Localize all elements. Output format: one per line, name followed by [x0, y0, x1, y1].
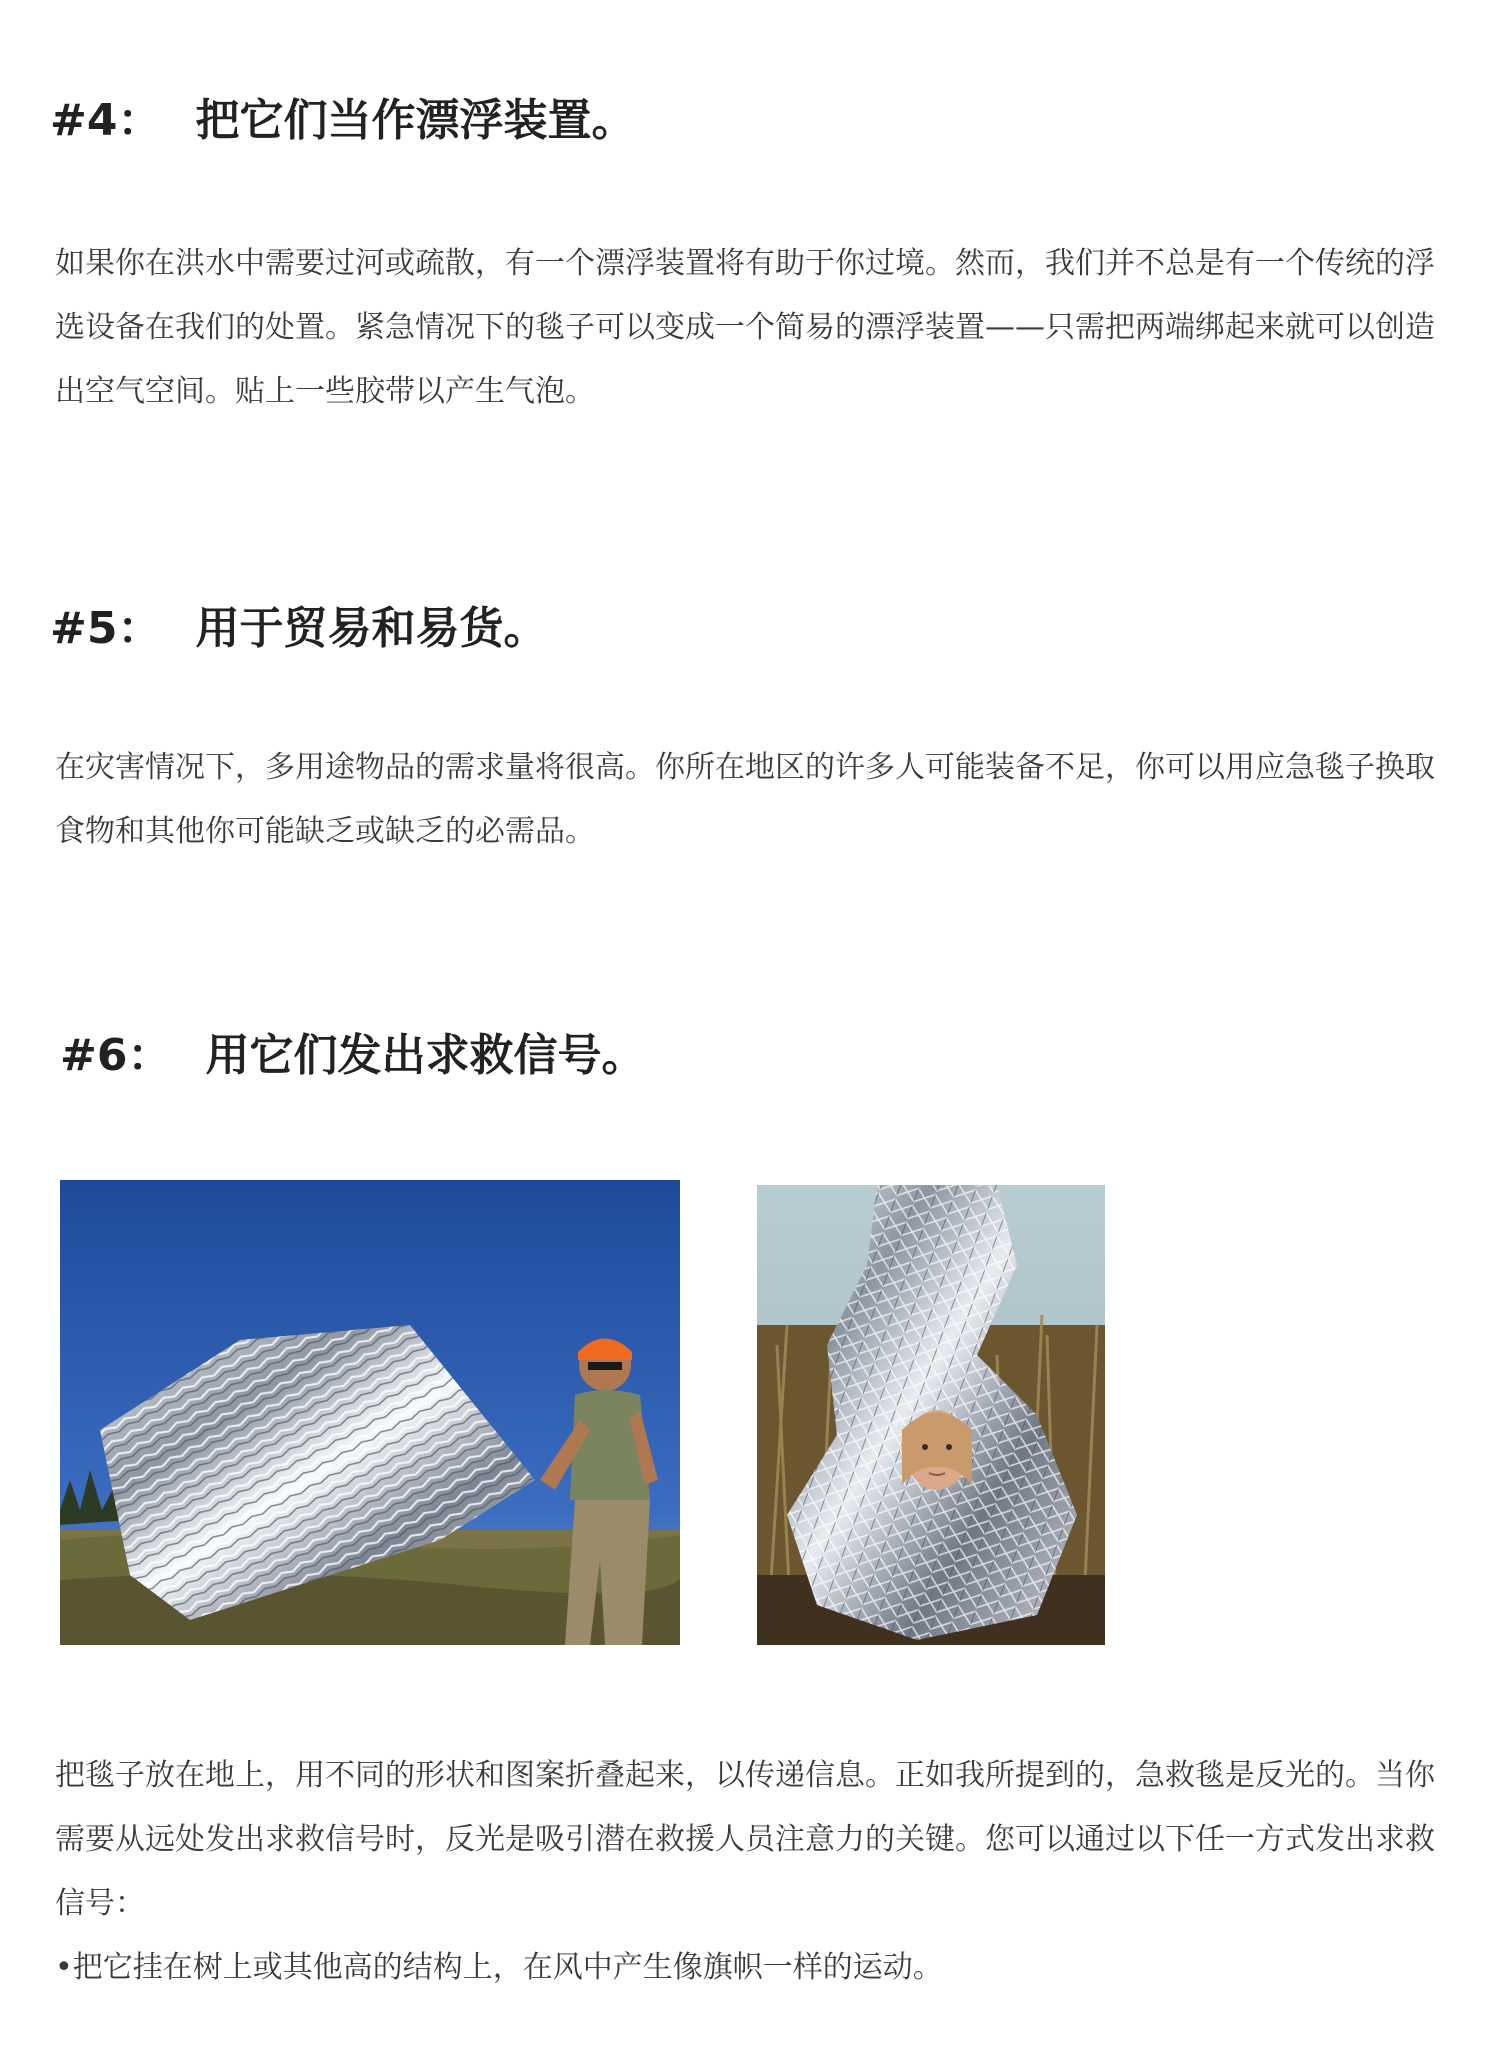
- section-6-title: 用它们发出求救信号。: [205, 1030, 646, 1081]
- section-6-paragraph: 把毯子放在地上，用不同的形状和图案折叠起来，以传递信息。正如我所提到的，急救毯是反光的。当你需要从远处发出求救信号时，反光是吸引潜在救援人员注意力的关键。您可以通过以下任一方式发出求救信号：: [55, 1758, 1435, 1921]
- section-5-title: 用于贸易和易货。: [195, 603, 548, 654]
- section-6-heading: [60, 1030, 645, 1083]
- photo-man-illustration: [60, 1180, 680, 1645]
- section-4-heading: [50, 95, 635, 148]
- photo-woman-wrapped-in-foil: [757, 1185, 1105, 1645]
- photo-man-waving-emergency-blanket: [60, 1180, 680, 1645]
- section-4-paragraph: 如果你在洪水中需要过河或疏散，有一个漂浮装置将有助于你过境。然而，我们并不总是有一个传统的浮选设备在我们的处置。紧急情况下的毯子可以变成一个简易的漂浮装置——只需把两端绑起来就可以创造出空气空间。贴上一些胶带以产生气泡。: [55, 246, 1435, 409]
- section-5-number: #5：: [50, 603, 162, 654]
- section-4-number: #4：: [50, 95, 162, 146]
- photo-woman-illustration: [757, 1185, 1105, 1645]
- section-5-heading: [50, 603, 547, 656]
- section-6-bullet-item: •把它挂在树上或其他高的结构上，在风中产生像旗帜一样的运动。: [55, 1950, 943, 1985]
- section-4-title: 把它们当作漂浮装置。: [195, 95, 636, 146]
- section-5-paragraph: 在灾害情况下，多用途物品的需求量将很高。你所在地区的许多人可能装备不足，你可以用应急毯子换取食物和其他你可能缺乏或缺乏的必需品。: [55, 750, 1435, 849]
- section-6-number: #6：: [60, 1030, 172, 1081]
